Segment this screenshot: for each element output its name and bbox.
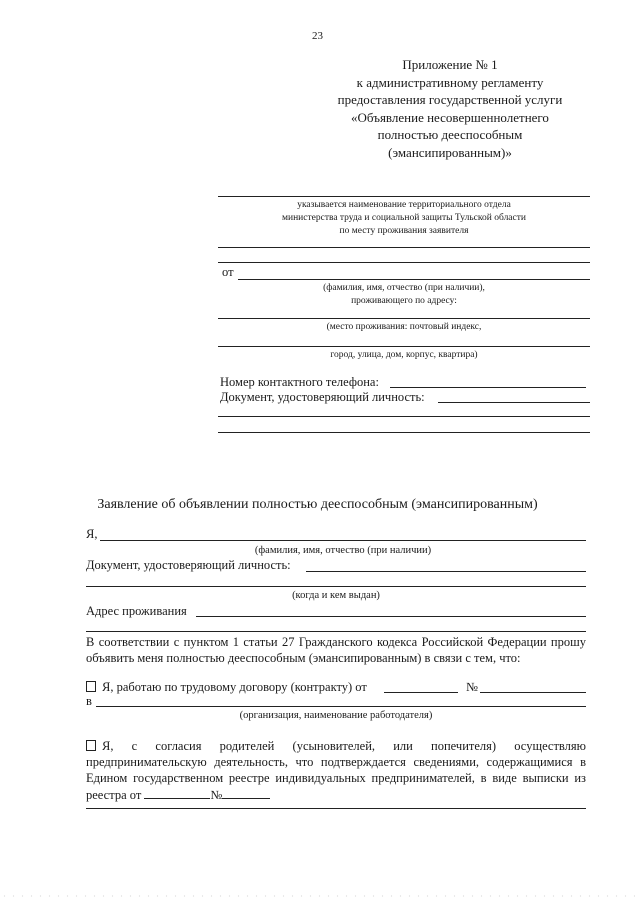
id-document-field[interactable] (218, 416, 590, 417)
extract-date-field[interactable] (144, 786, 210, 799)
address-hint: (место проживания: почтовый индекс, (326, 322, 482, 332)
id-document-field[interactable] (306, 571, 586, 572)
appendix-line: предоставления государственной услуги (337, 92, 563, 107)
request-paragraph: В соответствии с пунктом 1 статьи 27 Гражданского кодекса Российской Федерации прошу объявить меня полностью дееспособным (эмансипированным) в связи с тем, что: (86, 635, 586, 665)
page-number: 23 (312, 30, 323, 42)
i-label: Я, (86, 527, 98, 541)
applicant-name-hint: (фамилия, имя, отчество (при наличии), (323, 283, 485, 293)
employer-field[interactable] (96, 706, 586, 707)
extract-field[interactable] (86, 808, 586, 809)
option-employment-checkbox[interactable] (86, 681, 96, 692)
address-field[interactable] (196, 616, 586, 617)
id-document-field[interactable] (86, 586, 586, 587)
applicant-name-hint: проживающего по адресу: (351, 296, 457, 306)
address-field[interactable] (218, 346, 590, 347)
fio-field[interactable] (100, 540, 586, 541)
contract-number-field[interactable] (480, 692, 586, 693)
option-employment-text: Я, работаю по трудовому договору (контракту) от (102, 680, 367, 694)
id-document-label: Документ, удостоверяющий личность: (220, 390, 425, 404)
phone-field[interactable] (390, 387, 586, 388)
statement-title: Заявление об объявлении полностью дееспособным (эмансипированным) (97, 497, 538, 512)
number-sign: № (210, 788, 223, 802)
appendix-line: полностью дееспособным (377, 127, 523, 142)
address-field[interactable] (218, 318, 590, 319)
appendix-header (300, 56, 600, 161)
department-field[interactable] (218, 196, 590, 197)
appendix-line: к административному регламенту (356, 74, 544, 90)
address-field[interactable] (86, 631, 586, 632)
appendix-line: Приложение № 1 (402, 57, 498, 72)
department-field[interactable] (218, 247, 590, 248)
id-document-field[interactable] (438, 402, 590, 403)
department-hint: по месту проживания заявителя (339, 226, 469, 236)
number-sign: № (466, 680, 478, 694)
address-label: Адрес проживания (86, 604, 187, 618)
appendix-line: «Объявление несовершеннолетнего (351, 109, 549, 125)
phone-label: Номер контактного телефона: (220, 375, 379, 389)
option-business-checkbox[interactable] (86, 740, 96, 751)
option-business-text: Я, с согласия родителей (усыновителей, или попечителя) осуществляю предпринимательскую деятельность, что подтверждается сведениями, содержащимися в Едином государственном реестре индивидуальных предпринимателей, в виде выписки из реестра от (86, 739, 586, 802)
department-hint: министерства труда и социальной защиты Тульской области (282, 213, 526, 223)
employer-hint: (организация, наименование работодателя) (239, 710, 433, 721)
applicant-name-field[interactable] (238, 279, 590, 280)
id-document-field[interactable] (218, 432, 590, 433)
scan-edge-noise (0, 895, 635, 897)
fio-hint: (фамилия, имя, отчество (при наличии) (254, 545, 432, 556)
from-label: от (222, 265, 234, 279)
option-employment[interactable] (86, 680, 367, 695)
id-document-label: Документ, удостоверяющий личность: (86, 558, 291, 572)
appendix-line: (эмансипированным)» (388, 144, 512, 160)
department-field[interactable] (218, 262, 590, 263)
in-label: в (86, 694, 92, 708)
contract-date-field[interactable] (384, 692, 458, 693)
extract-number-field[interactable] (222, 786, 270, 799)
issued-hint: (когда и кем выдан) (292, 590, 380, 601)
department-hint: указывается наименование территориального отдела (297, 200, 511, 210)
address-hint: город, улица, дом, корпус, квартира) (330, 350, 478, 360)
option-business[interactable] (86, 738, 586, 803)
